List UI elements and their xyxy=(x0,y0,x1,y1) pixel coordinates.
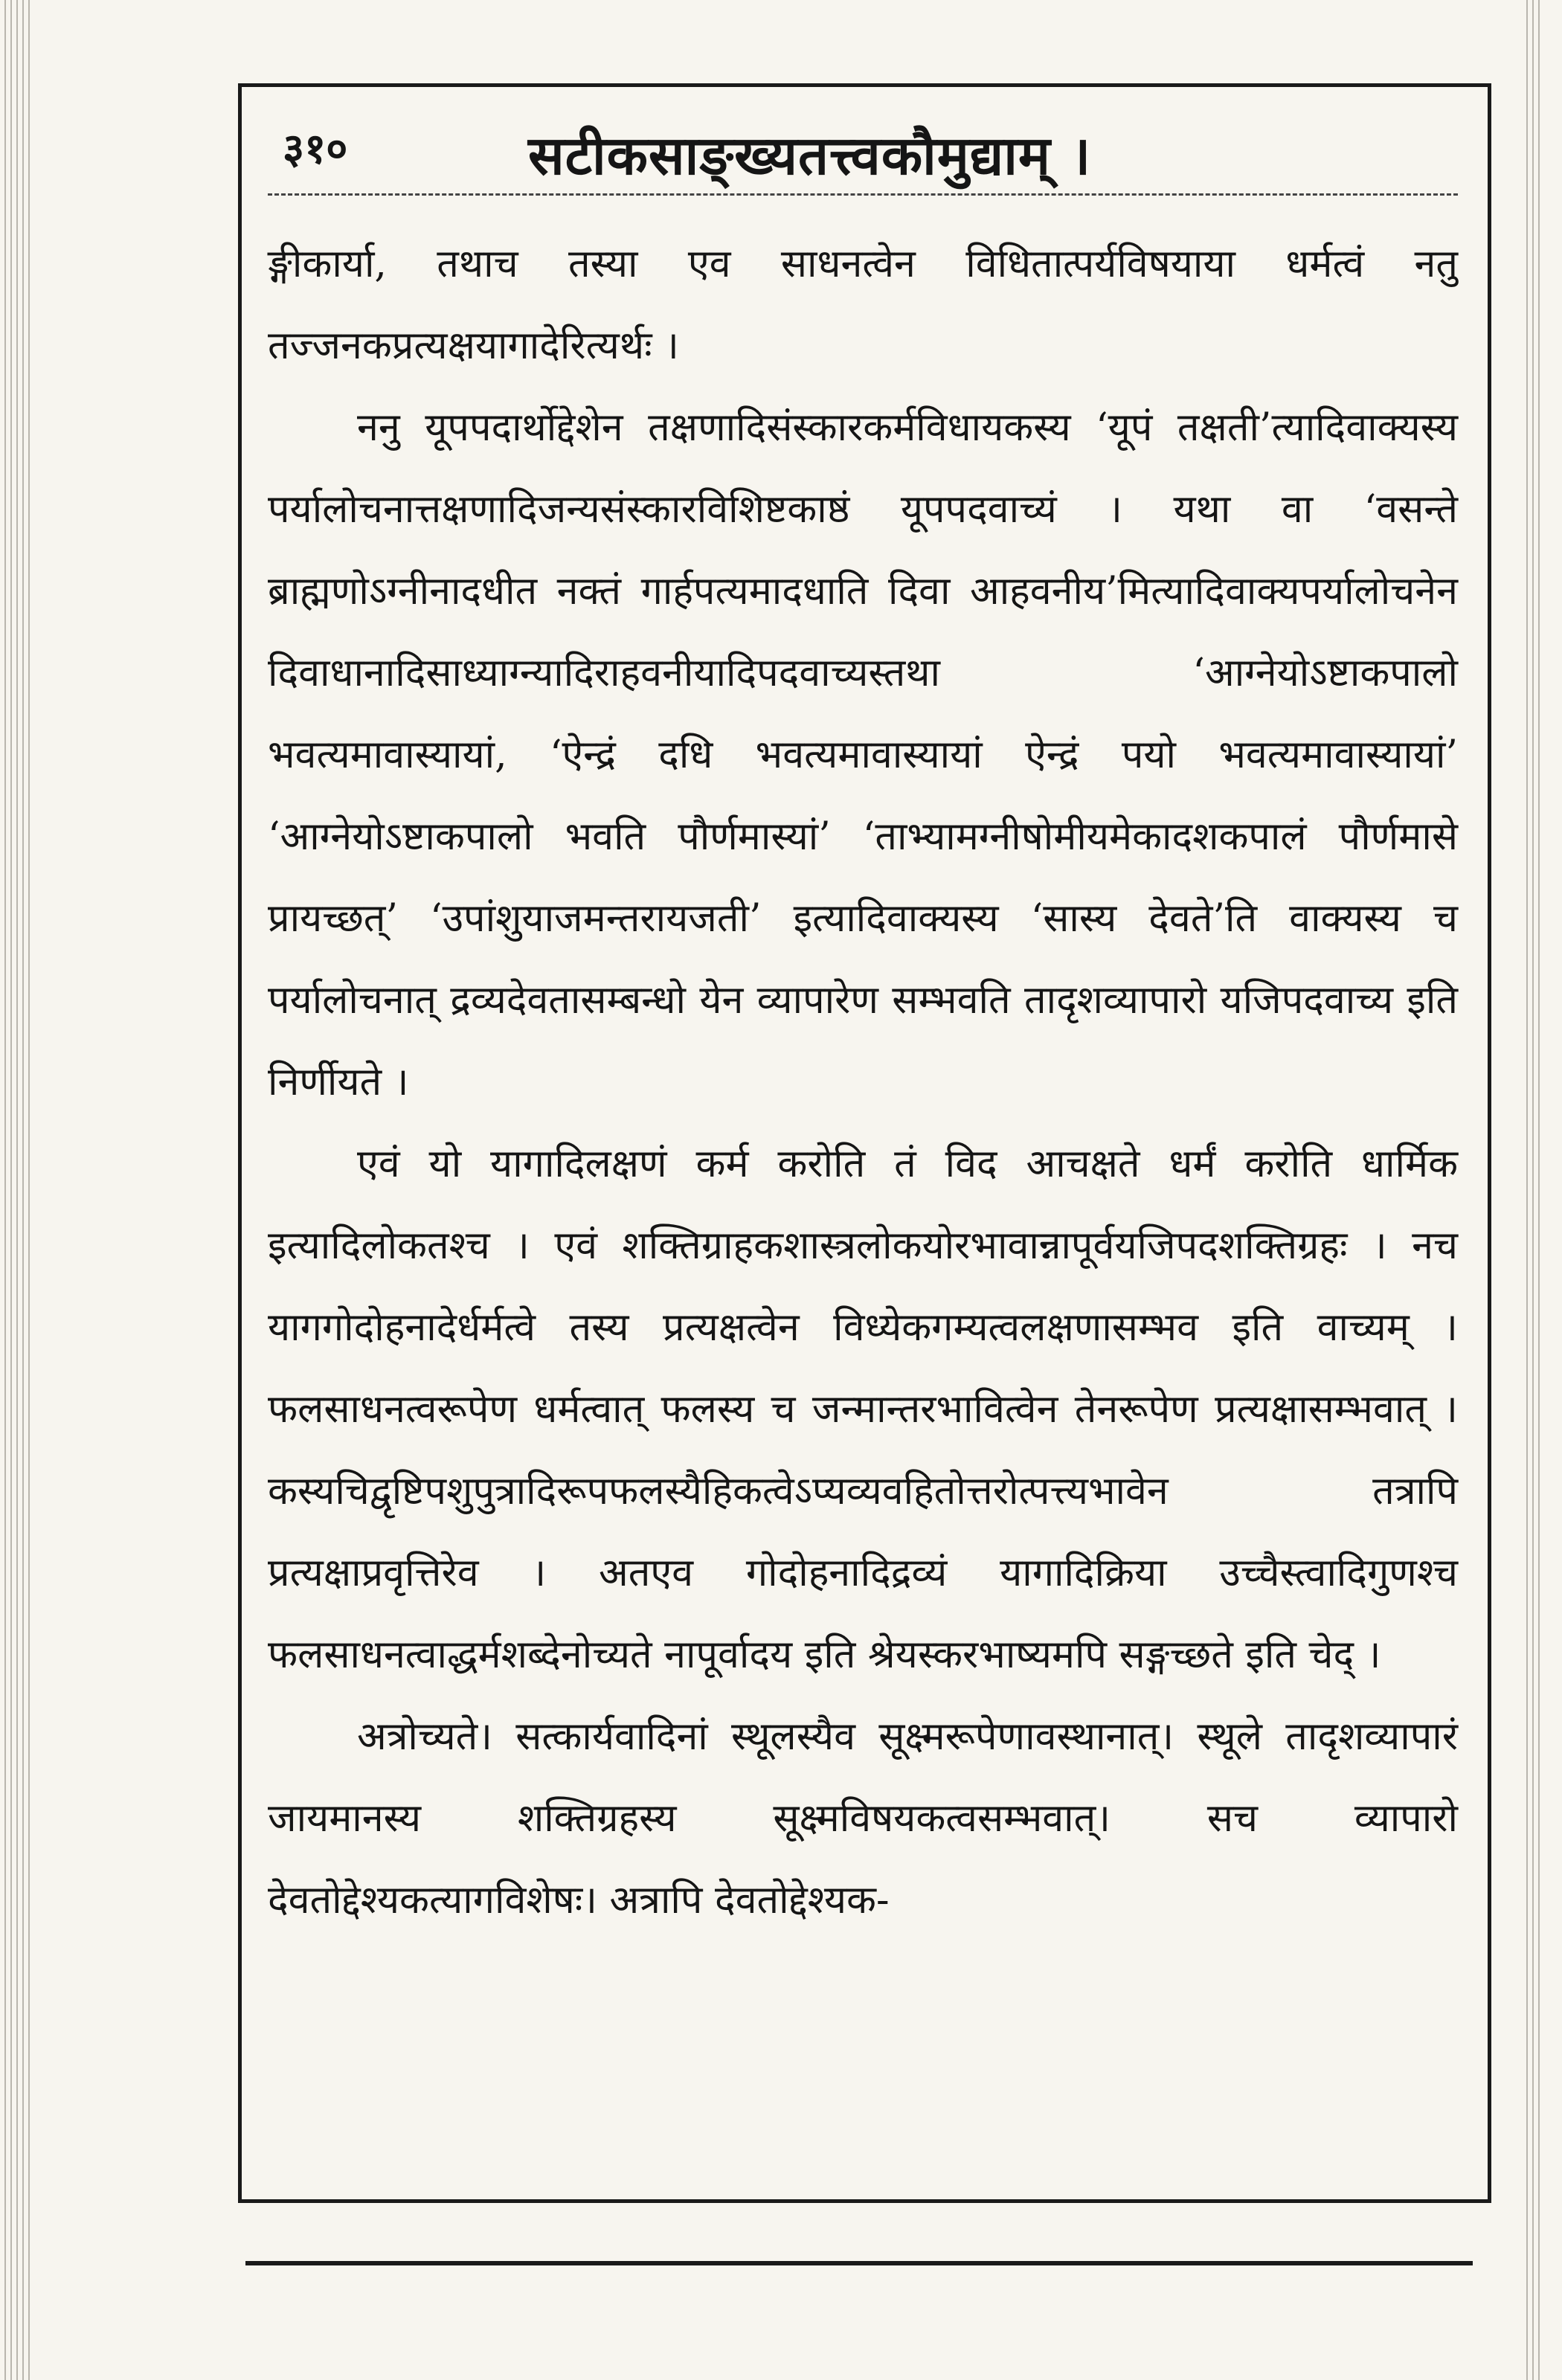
paragraph: ननु यूपपदार्थोद्देशेन तक्षणादिसंस्कारकर्मविधायकस्य ‘यूपं तक्षती’त्यादिवाक्यस्य पर्यालोचनात्तक्षणादिजन्यसंस्कारविशिष्टकाष्ठं यूपपदवाच्यं । यथा वा ‘वसन्ते ब्राह्मणोऽग्नीनादधीत नक्तं गार्हपत्यमादधाति दिवा आहवनीय’मित्यादिवाक्यपर्यालोचनेन दिवाधानादिसाध्याग्न्यादिराहवनीयादिपदवाच्यस्तथा ‘आग्नेयोऽष्टाकपालो भवत्यमावास्यायां, ‘ऐन्द्रं दधि भवत्यमावास्यायां ऐन्द्रं पयो भवत्यमावास्यायां’ ‘आग्नेयोऽष्टाकपालो भवति पौर्णमास्यां’ ‘ताभ्यामग्नीषोमीयमेकादशकपालं पौर्णमासे प्रायच्छत्’ ‘उपांशुयाजमन्तरायजती’ इत्यादिवाक्यस्य ‘सास्य देवते’ति वाक्यस्य च पर्यालोचनात् द्रव्यदेवतासम्बन्धो येन व्यापारेण सम्भवति तादृशव्यापारो यजिपदवाच्य इति निर्णीयते । xyxy=(268,405,1458,1104)
gutter-line xyxy=(1526,0,1528,2380)
page-number: ३१० xyxy=(283,124,348,173)
gutter-line xyxy=(1532,0,1534,2380)
gutter-line xyxy=(1538,0,1540,2380)
running-title: सटीकसाङ्ख्यतत्त्वकौमुद्याम् । xyxy=(528,123,1092,187)
gutter-line xyxy=(28,0,30,2380)
gutter-line xyxy=(22,0,24,2380)
page-header xyxy=(283,112,1473,193)
paragraph: ङ्गीकार्या, तथाच तस्या एव साधनत्वेन विधितात्पर्यविषयाया धर्मत्वं नतु तज्जनकप्रत्यक्षयागादेरित्यर्थः । xyxy=(268,242,1458,368)
gutter-line xyxy=(10,0,12,2380)
header-rule xyxy=(268,193,1458,196)
page-body xyxy=(268,223,1458,1941)
gutter-line xyxy=(16,0,18,2380)
gutter-line xyxy=(4,0,6,2380)
paragraph: अत्रोच्यते। सत्कार्यवादिनां स्थूलस्यैव सूक्ष्मरूपेणावस्थानात्। स्थूले तादृशव्यापारं जायमानस्य शक्तिग्रहस्य सूक्ष्मविषयकत्वसम्भवात्। सच व्यापारो देवतोद्देश्यकत्यागविशेषः। अत्रापि देवतोद्देश्यक- xyxy=(268,1714,1458,1923)
paragraph: एवं यो यागादिलक्षणं कर्म करोति तं विद आचक्षते धर्मं करोति धार्मिक इत्यादिलोकतश्च । एवं शक्तिग्राहकशास्त्रलोकयोरभावान्नापूर्वयजिपदशक्तिग्रहः । नच यागगोदोहनादेर्धर्मत्वे तस्य प्रत्यक्षत्वेन विध्येकगम्यत्वलक्षणासम्भव इति वाच्यम् । फलसाधनत्वरूपेण धर्मत्वात् फलस्य च जन्मान्तरभावित्वेन तेनरूपेण प्रत्यक्षासम्भवात् । कस्यचिद्वृष्टिपशुपुत्रादिरूपफलस्यैहिकत्वेऽप्यव्यवहितोत्तरोत्पत्त्यभावेन तत्रापि प्रत्यक्षाप्रवृत्तिरेव । अतएव गोदोहनादिद्रव्यं यागादिक्रिया उच्चैस्त्वादिगुणश्च फलसाधनत्वाद्धर्मशब्देनोच्यते नापूर्वादय इति श्रेयस्करभाष्यमपि सङ्गच्छते इति चेद् । xyxy=(268,1142,1458,1677)
footer-rule xyxy=(245,2261,1473,2265)
